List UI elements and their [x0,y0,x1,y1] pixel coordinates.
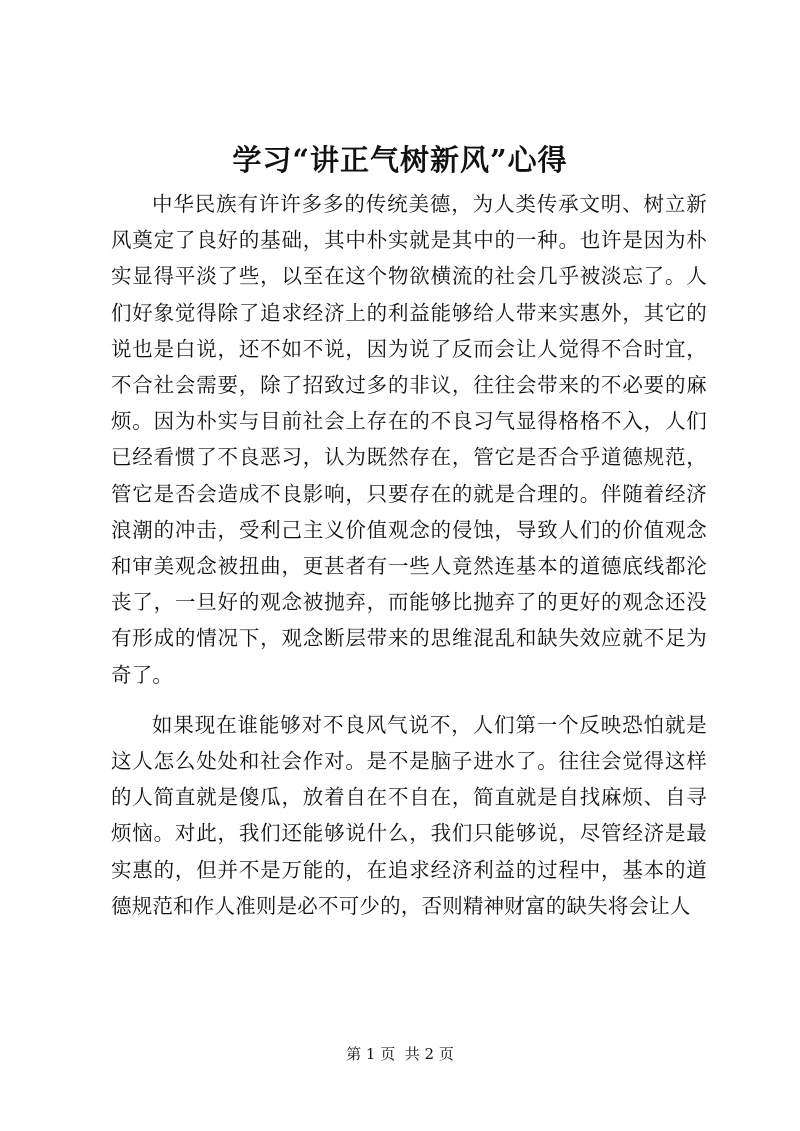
paragraph: 中华民族有许许多多的传统美德，为人类传承文明、树立新风奠定了良好的基础，其中朴实就是其中的一种。也许是因为朴实显得平淡了些，以至在这个物欲横流的社会几乎被淡忘了。人们好象觉得除了追求经济上的利益能够给人带来实惠外，其它的说也是白说，还不如不说，因为说了反而会让人觉得不合时宜，不合社会需要，除了招致过多的非议，往往会带来的不必要的麻烦。因为朴实与目前社会上存在的不良习气显得格格不入，人们已经看惯了不良恶习，认为既然存在，管它是否合乎道德规范，管它是否会造成不良影响，只要存在的就是合理的。伴随着经济浪潮的冲击，受利己主义价值观念的侵蚀，导致人们的价值观念和审美观念被扭曲，更甚者有一些人竟然连基本的道德底线都沦丧了，一旦好的观念被抛弃，而能够比抛弃了的更好的观念还没有形成的情况下，观念断层带来的思维混乱和缺失效应就不足为奇了。 [111,192,707,687]
document-body [111,186,707,924]
page-number-footer: 第 1 页 共 2 页 [346,1045,454,1063]
document-title: 学习“讲正气树新风”心得 [232,143,568,177]
paragraph: 如果现在谁能够对不良风气说不，人们第一个反映恐怕就是这人怎么处处和社会作对。是不是脑子进水了。往往会觉得这样的人简直就是傻瓜，放着自在不自在，简直就是自找麻烦、自寻烦恼。对此，我们还能够说什么，我们只能够说，尽管经济是最实惠的，但并不是万能的，在追求经济利益的过程中，基本的道德规范和作人准则是必不可少的，否则精神财富的缺失将会让人 [111,712,707,918]
